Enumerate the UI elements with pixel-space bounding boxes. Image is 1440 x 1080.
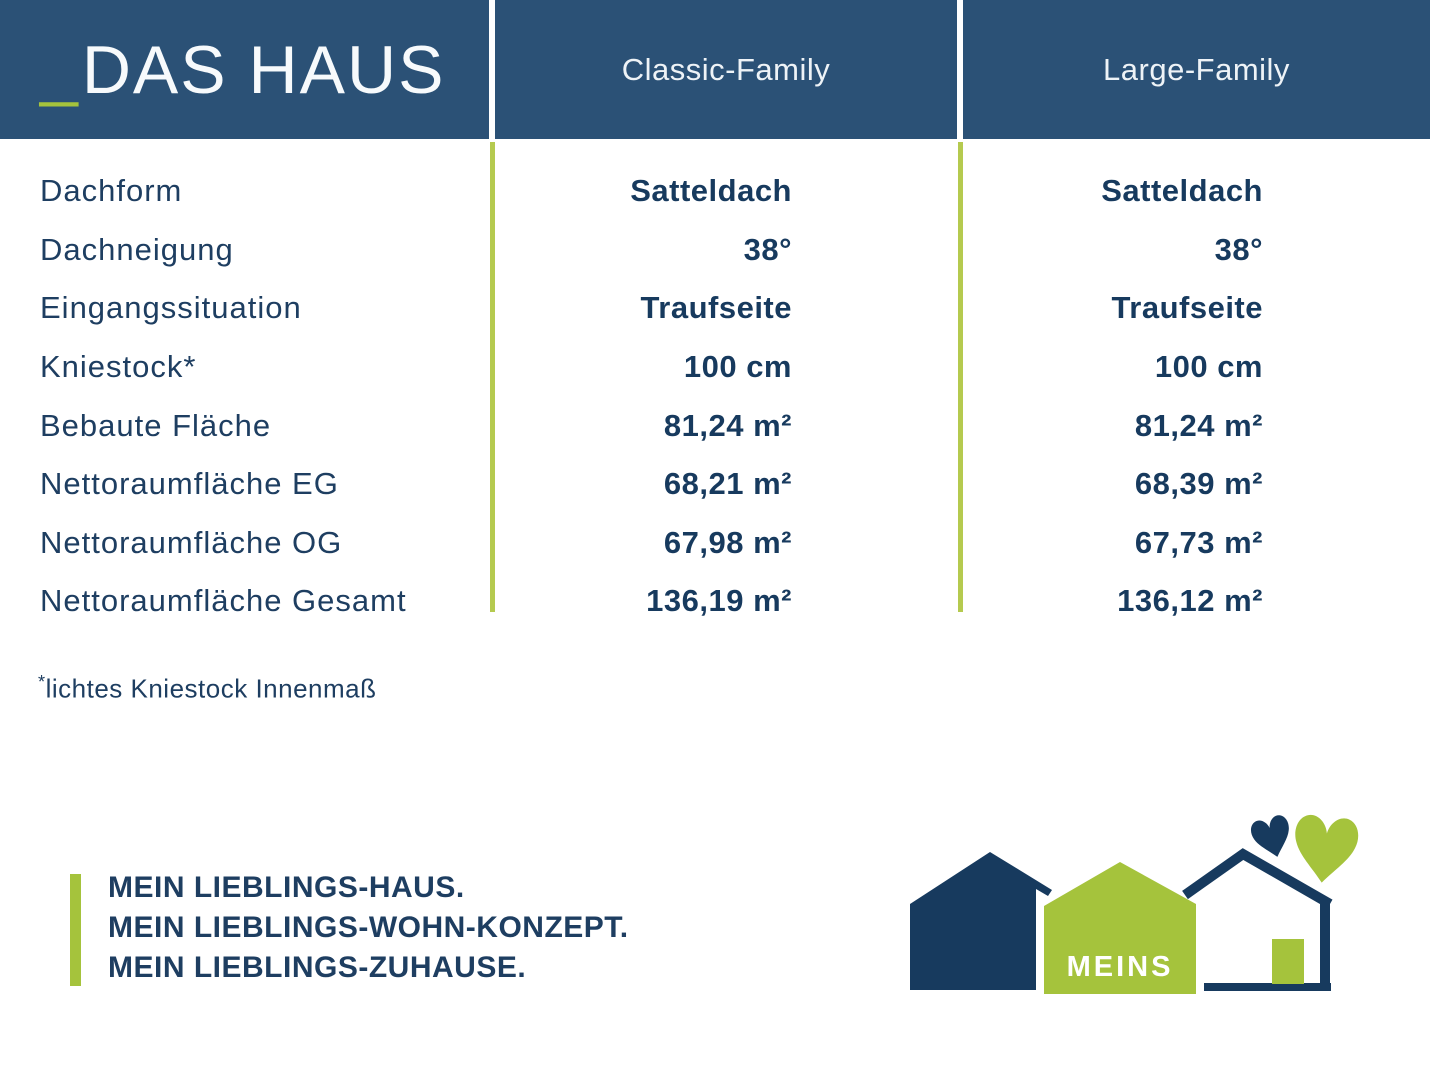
spec-label: Dachform <box>40 173 183 209</box>
slogan-line: MEIN LIEBLINGS-WOHN-KONZEPT. <box>108 911 629 944</box>
table-row <box>0 221 1440 280</box>
table-row <box>0 162 1440 221</box>
spec-label: Nettoraumfläche OG <box>40 524 343 560</box>
spec-label: Eingangssituation <box>40 290 302 326</box>
table-row <box>0 396 1440 455</box>
spec-value-large: Traufseite <box>1111 290 1263 326</box>
footnote-marker: * <box>38 672 46 692</box>
spec-value-classic: 81,24 m² <box>663 407 792 443</box>
slogan-line: MEIN LIEBLINGS-ZUHAUSE. <box>108 951 527 984</box>
green-heart-icon <box>1290 813 1360 885</box>
footnote <box>38 672 377 705</box>
brand-underscore-accent: _ <box>40 31 78 108</box>
spec-value-classic: 67,98 m² <box>663 524 792 560</box>
spec-value-classic: 38° <box>743 231 792 267</box>
slogan-lines <box>108 868 629 988</box>
spec-value-large: 81,24 m² <box>1134 407 1263 443</box>
spec-value-large: 68,39 m² <box>1134 466 1263 502</box>
table-row <box>0 514 1440 573</box>
column-header-classic-family: Classic-Family <box>621 51 831 87</box>
slogan-accent-bar <box>70 874 81 986</box>
dark-heart-icon <box>1249 813 1296 862</box>
spec-label: Kniestock* <box>40 349 197 385</box>
header-separator-1 <box>489 0 495 139</box>
page-title: DAS HAUS <box>81 31 446 108</box>
spec-value-large: Satteldach <box>1101 173 1263 209</box>
table-row <box>0 279 1440 338</box>
slogan-line: MEIN LIEBLINGS-HAUS. <box>108 871 465 904</box>
spec-value-classic: Satteldach <box>630 173 792 209</box>
brand-title-group <box>40 0 445 139</box>
column-header-large-family: Large-Family <box>1103 51 1290 87</box>
spec-table <box>0 162 1440 631</box>
meins-logo <box>905 800 1360 995</box>
spec-value-large: 100 cm <box>1154 349 1263 385</box>
green-door-icon <box>1272 939 1304 984</box>
spec-value-classic: 100 cm <box>683 349 792 385</box>
header-band <box>0 0 1430 139</box>
spec-value-large: 38° <box>1214 231 1263 267</box>
spec-value-classic: 136,19 m² <box>646 583 792 619</box>
spec-label: Bebaute Fläche <box>40 407 272 443</box>
table-row <box>0 455 1440 514</box>
spec-value-classic: Traufseite <box>640 290 792 326</box>
spec-label: Nettoraumfläche EG <box>40 466 339 502</box>
spec-value-classic: 68,21 m² <box>663 466 792 502</box>
spec-label: Dachneigung <box>40 231 234 267</box>
houses-hearts-logo-graphic <box>905 800 1360 995</box>
table-row <box>0 572 1440 631</box>
dark-house-icon <box>910 852 1052 990</box>
spec-value-large: 136,12 m² <box>1117 583 1263 619</box>
slogan-block <box>70 868 629 988</box>
spec-value-large: 67,73 m² <box>1134 524 1263 560</box>
table-row <box>0 338 1440 397</box>
footnote-text: lichtes Kniestock Innenmaß <box>45 673 377 704</box>
logo-wordmark: MEINS <box>1066 951 1174 983</box>
header-separator-2 <box>957 0 963 139</box>
spec-label: Nettoraumfläche Gesamt <box>40 583 407 619</box>
